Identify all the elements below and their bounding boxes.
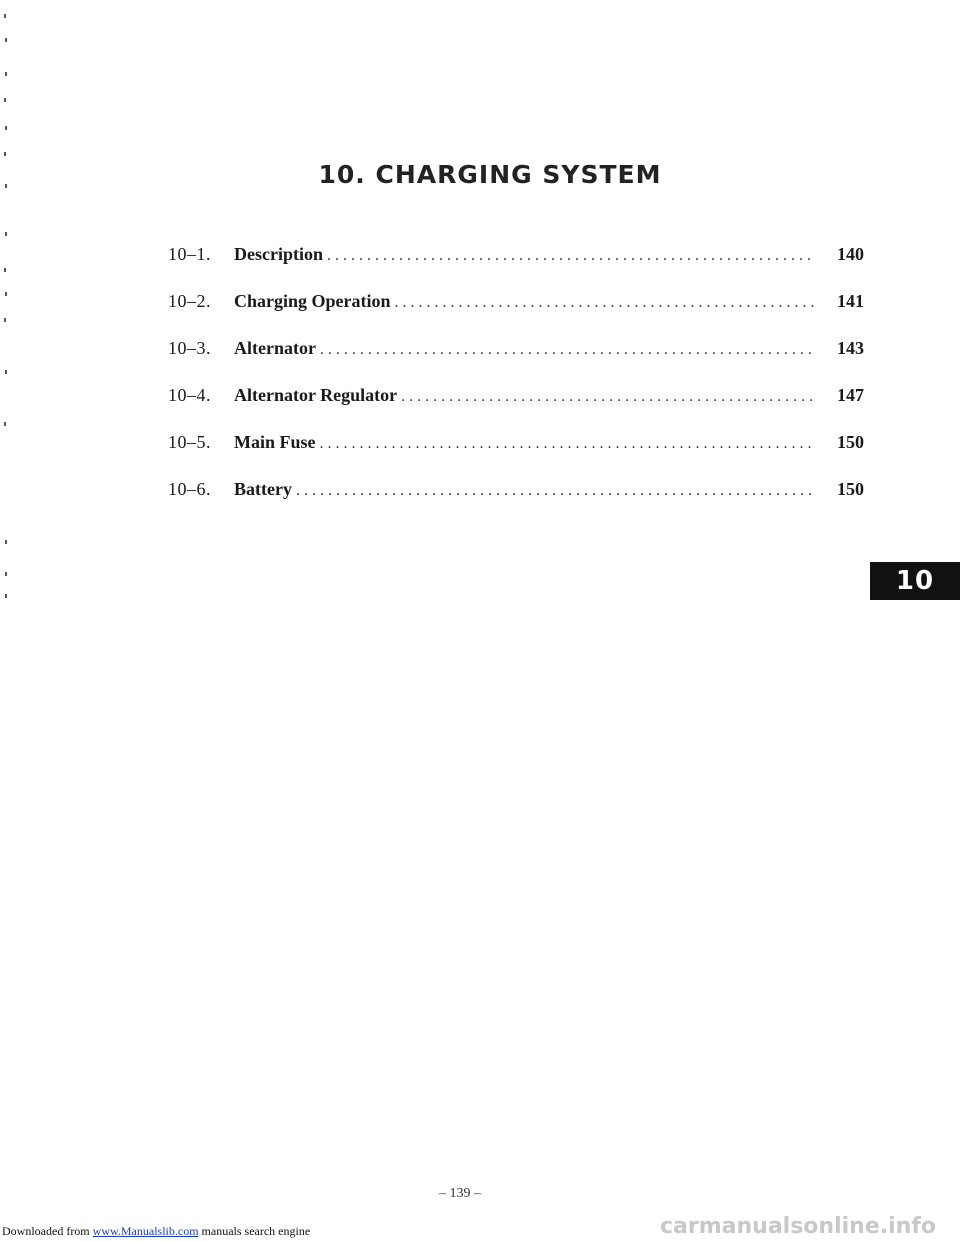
chapter-tab: 10	[870, 562, 960, 600]
download-footer	[2, 1224, 310, 1239]
scan-speck	[5, 594, 7, 598]
toc-entry-page: 150	[837, 432, 864, 452]
toc-entry-alternator-regulator[interactable]	[168, 385, 864, 432]
toc-entry-label: Alternator Regulator	[234, 385, 398, 405]
toc-leader-dots	[320, 341, 814, 359]
toc-entry-number: 10–6.	[168, 479, 211, 499]
toc-entry-number: 10–4.	[168, 385, 211, 405]
toc-entry-charging-operation[interactable]	[168, 291, 864, 338]
watermark: carmanualsonline.info	[660, 1214, 936, 1239]
toc-leader-dots	[395, 294, 814, 312]
toc-entry-label: Charging Operation	[234, 291, 391, 311]
toc-entry-label: Alternator	[234, 338, 316, 358]
table-of-contents	[168, 244, 864, 526]
scan-speck	[4, 318, 6, 322]
toc-entry-number: 10–1.	[168, 244, 211, 264]
footer-prefix: Downloaded from	[2, 1224, 93, 1238]
toc-entry-number: 10–2.	[168, 291, 211, 311]
toc-entry-description[interactable]	[168, 244, 864, 291]
scan-speck	[4, 14, 6, 18]
toc-entry-battery[interactable]	[168, 479, 864, 526]
toc-entry-label: Battery	[234, 479, 292, 499]
scan-speck	[5, 232, 7, 236]
toc-entry-label: Main Fuse	[234, 432, 316, 452]
toc-entry-number: 10–3.	[168, 338, 211, 358]
toc-entry-alternator[interactable]	[168, 338, 864, 385]
scan-speck	[4, 152, 6, 156]
toc-entry-page: 150	[837, 479, 864, 499]
scan-speck	[4, 422, 6, 426]
manualslib-link[interactable]: www.Manualslib.com	[92, 1224, 199, 1238]
toc-entry-label: Description	[234, 244, 323, 264]
scan-speck	[5, 126, 7, 130]
toc-leader-dots	[401, 388, 814, 406]
page-number: – 139 –	[439, 1186, 481, 1201]
scan-speck	[5, 572, 7, 576]
scan-speck	[4, 98, 6, 102]
toc-entry-page: 140	[837, 244, 864, 264]
toc-leader-dots	[320, 435, 814, 453]
footer-suffix: manuals search engine	[198, 1224, 311, 1238]
toc-entry-page: 141	[837, 291, 864, 311]
toc-entry-number: 10–5.	[168, 432, 211, 452]
scan-speck	[5, 38, 7, 42]
toc-entry-page: 147	[837, 385, 864, 405]
scan-speck	[5, 540, 7, 544]
scan-speck	[5, 292, 7, 296]
toc-leader-dots	[327, 247, 814, 265]
toc-entry-page: 143	[837, 338, 864, 358]
scan-speck	[4, 268, 6, 272]
page-title: 10. CHARGING SYSTEM	[318, 160, 662, 189]
toc-leader-dots	[296, 482, 814, 500]
toc-entry-main-fuse[interactable]	[168, 432, 864, 479]
scan-speck	[5, 370, 7, 374]
scan-speck	[5, 72, 7, 76]
